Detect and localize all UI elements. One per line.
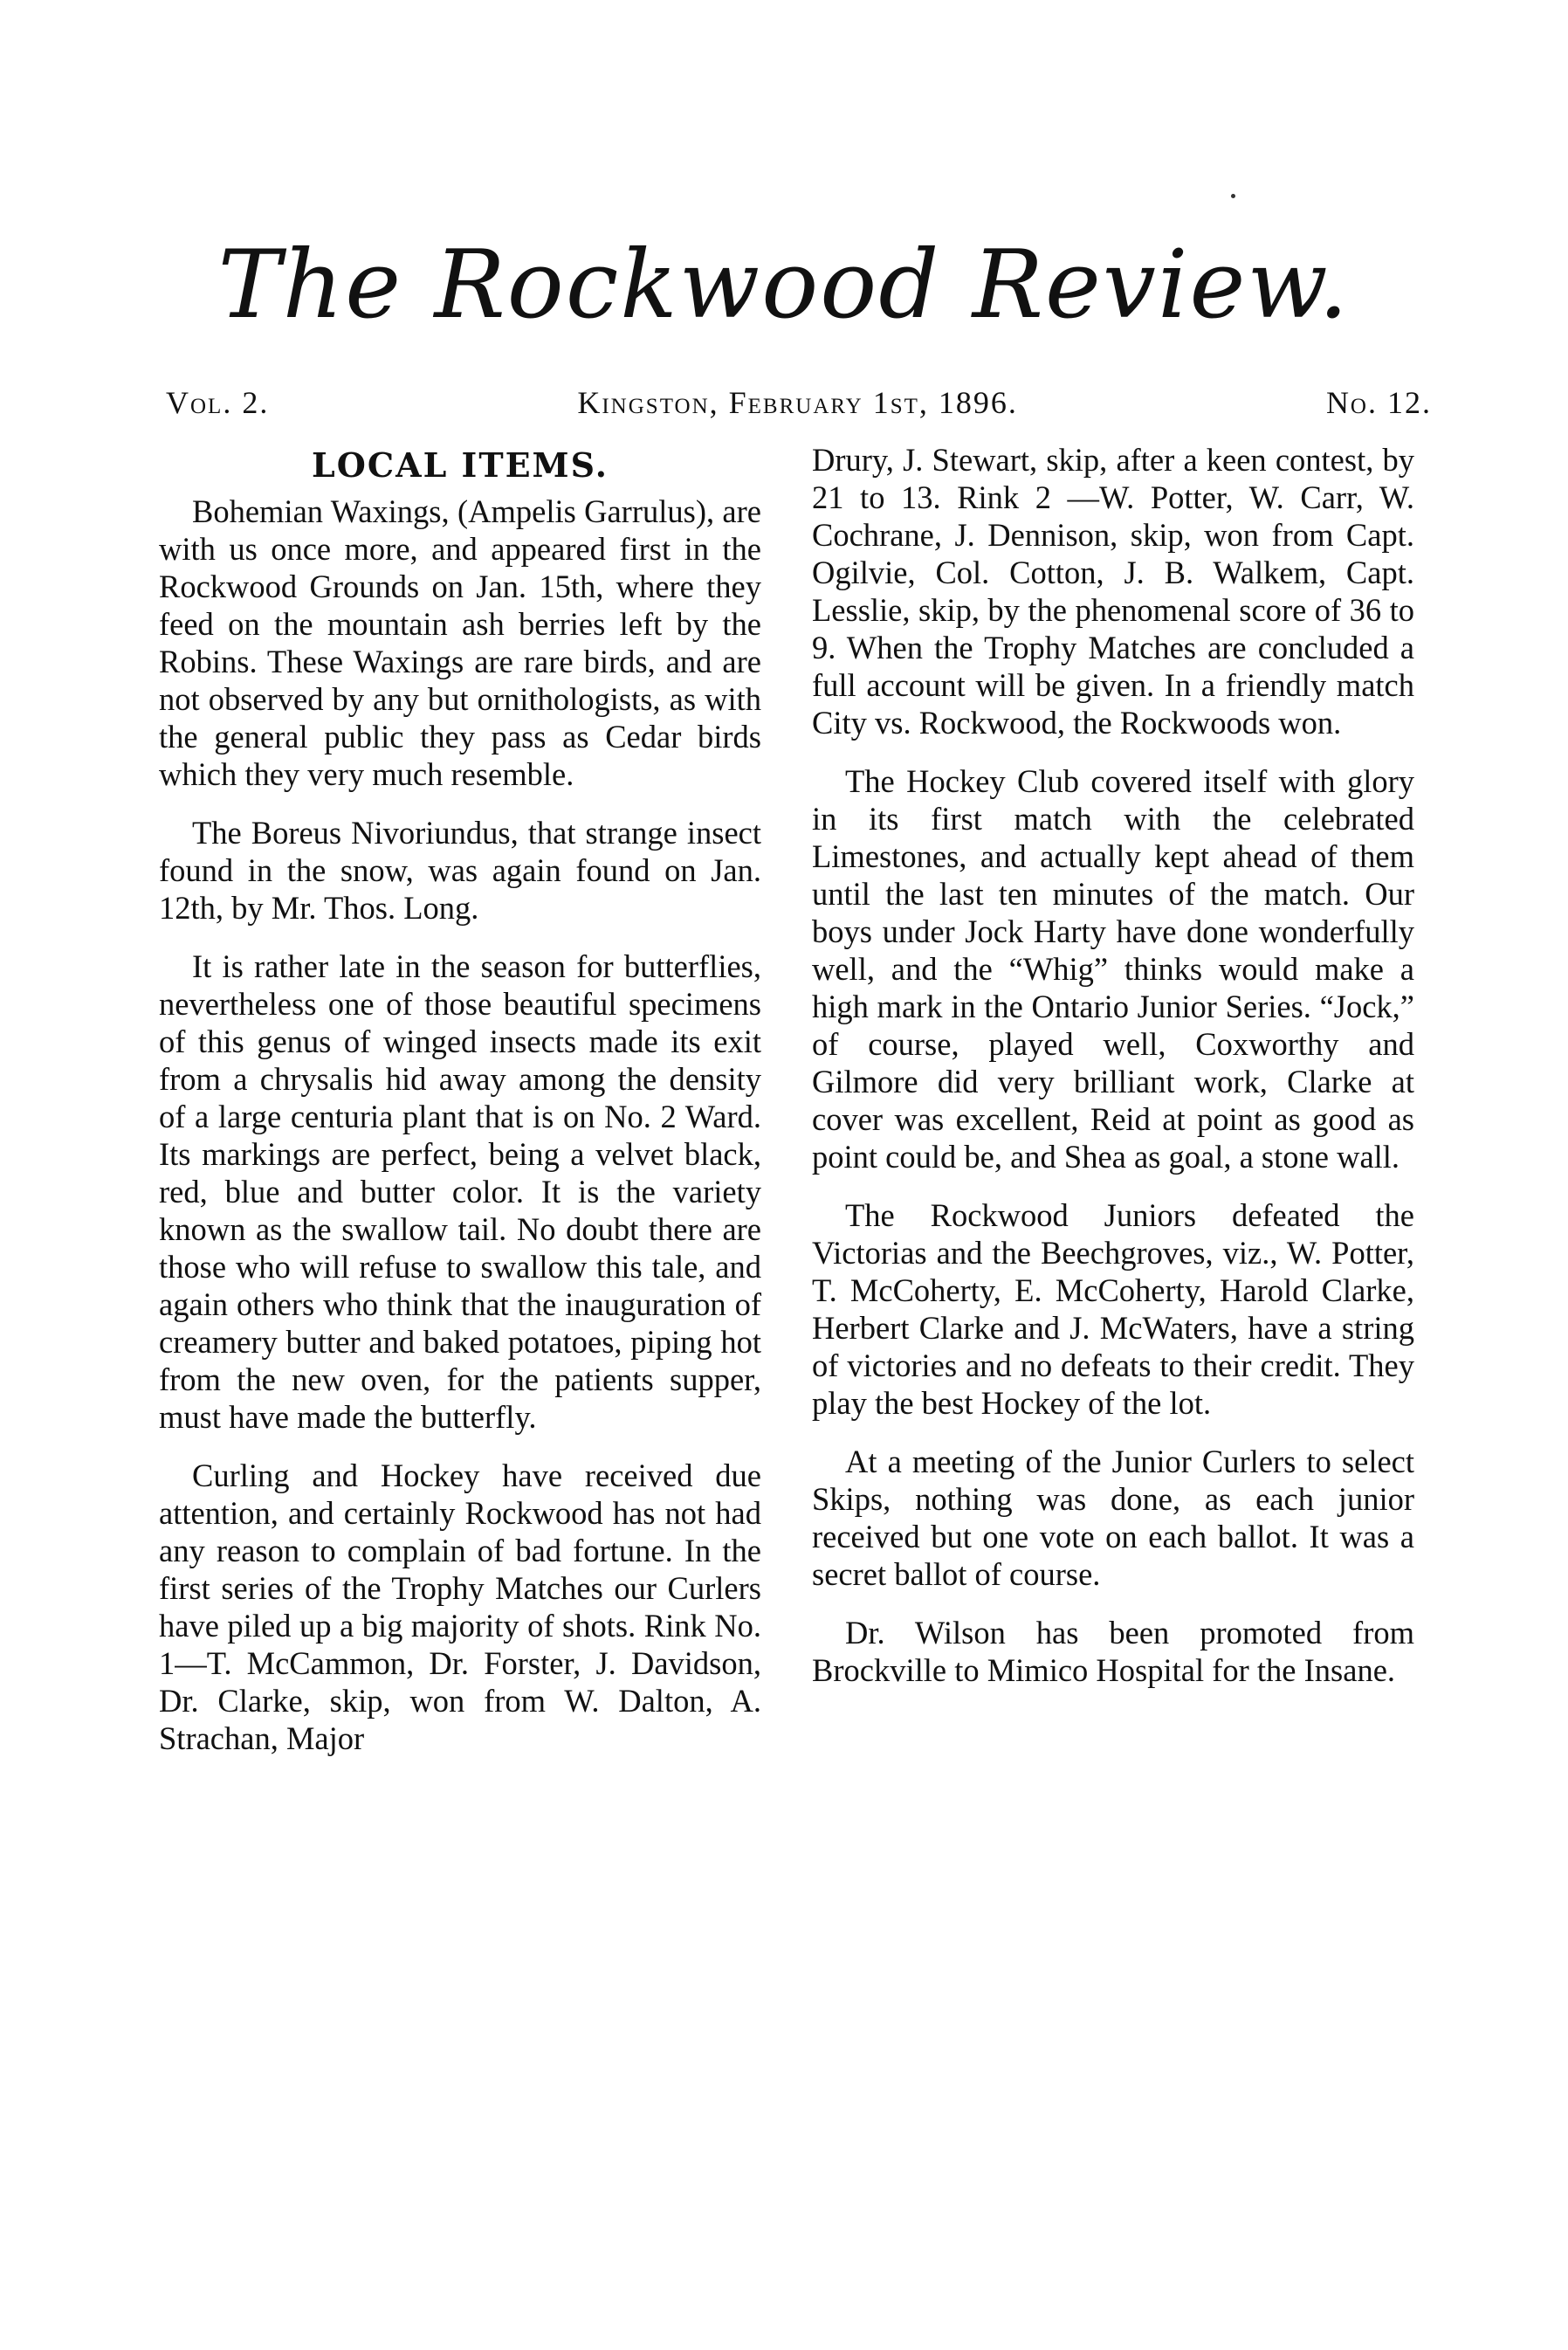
- paragraph-curling: Curling and Hockey have received due attention, and certainly Rockwood has not had any reason to complain of bad fortune. In the first series of the Trophy Matches our Curlers have piled up a big majority of shots. Rink No. 1—T. McCammon, Dr. Forster, J. Davidson, Dr. Clarke, skip, won from W. Dalton, A. Strachan, Major: [159, 1458, 761, 1756]
- paragraph-boreus: The Boreus Nivoriundus, that strange insect found in the snow, was again found on Jan. 12th, by Mr. Thos. Long.: [159, 815, 761, 926]
- paragraph-junior-curlers: At a meeting of the Junior Curlers to select Skips, nothing was done, as each junior received but one vote on each ballot. It was a secret ballot of course.: [812, 1444, 1414, 1592]
- paragraph-juniors: The Rockwood Juniors defeated the Victorias and the Beechgroves, viz., W. Potter, T. McCoherty, E. McCoherty, Harold Clarke, Herbert Clarke and J. McWaters, have a string of victories and no defeats to their credit. They play the best Hockey of the lot.: [812, 1197, 1414, 1421]
- paragraph-curling-continued: Drury, J. Stewart, skip, after a keen contest, by 21 to 13. Rink 2 —W. Potter, W. Carr, W. Cochrane, J. Dennison, skip, won from Capt. Ogilvie, Col. Cotton, J. B. Walkem, Capt. Lesslie, skip, by the phenomenal score of 36 to 9. When the Trophy Matches are concluded a full account will be given. In a friendly match City vs. Rockwood, the Rockwoods won.: [812, 442, 1414, 741]
- dateline: [166, 384, 1432, 421]
- volume-number: Vol. 2.: [166, 385, 270, 420]
- place-date: Kingston, February 1st, 1896.: [577, 385, 1018, 420]
- print-speck: [1231, 194, 1235, 198]
- left-column: [159, 441, 761, 1778]
- issue-number: No. 12.: [1325, 385, 1432, 420]
- paragraph-waxings: Bohemian Waxings, (Ampelis Garrulus), are with us once more, and appeared first in the Rockwood Grounds on Jan. 15th, where they feed on the mountain ash berries left by the Robins. These Waxings are rare birds, and are not observed by any but ornithologists, as with the general public they pass as Cedar birds which they very much resemble.: [159, 493, 761, 792]
- masthead-title: The Rockwood Review.: [217, 231, 1351, 340]
- paragraph-dr-wilson: Dr. Wilson has been promoted from Brockville to Mimico Hospital for the Insane.: [812, 1615, 1414, 1688]
- paragraph-butterfly: It is rather late in the season for butterflies, nevertheless one of those beautiful specimens of this genus of winged insects made its exit from a chrysalis hid away among the density of a large centuria plant that is on No. 2 Ward. Its markings are perfect, being a velvet black, red, blue and butter color. It is the variety known as the swallow tail. No doubt there are those who will refuse to swallow this tale, and again others who think that the inauguration of creamery butter and baked potatoes, piping hot from the new oven, for the patients supper, must have made the butterfly.: [159, 948, 761, 1435]
- right-column: [812, 441, 1414, 1710]
- section-heading: LOCAL ITEMS.: [312, 445, 609, 485]
- paragraph-hockey-club: The Hockey Club covered itself with glory in its first match with the celebrated Limestones, and actually kept ahead of them until the last ten minutes of the match. Our boys under Jock Harty have done wonderfully well, and the “Whig” thinks would make a high mark in the Ontario Junior Series. “Jock,” of course, played well, Coxworthy and Gilmore did very brilliant work, Clarke at cover was excellent, Reid at point as good as point could be, and Shea as goal, a stone wall.: [812, 763, 1414, 1175]
